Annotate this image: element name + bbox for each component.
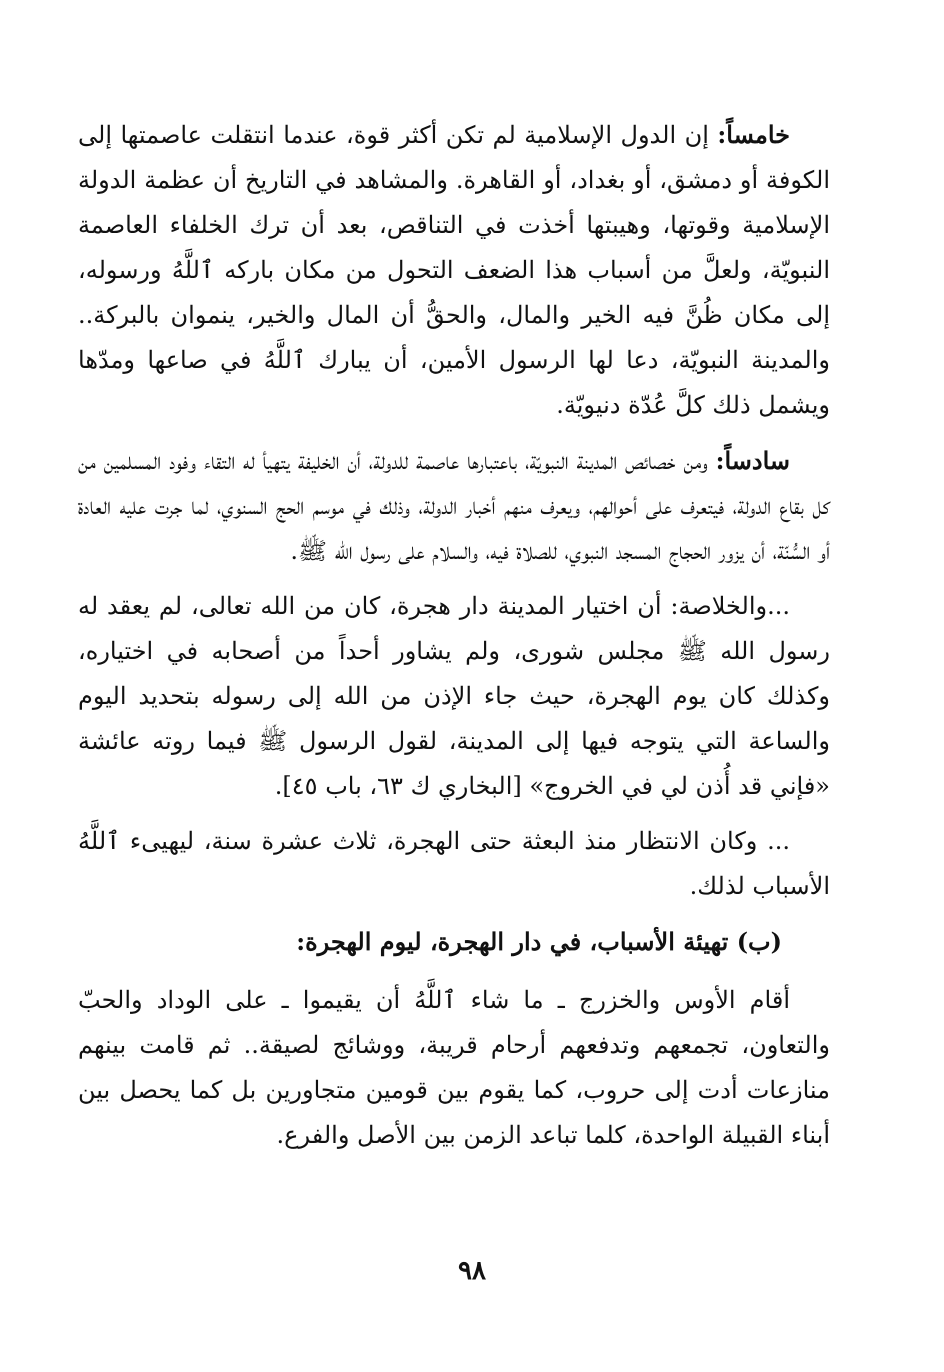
paragraph-sixth bbox=[78, 438, 830, 574]
paragraph-text: أقام الأوس والخزرج ـ ما شاء ٱللَّهُ أن يقيموا ـ على الوداد والحبّ والتعاون، تجمعهم وتدفعهم أرحام قريبة، ووشائج لصيقة.. ثم قامت بينهم منازعات أدت إلى حروب، كما يقوم بين قومين متجاورين بل كما يحصل بين أبناء القبيلة الواحدة، كلما تباعد الزمن بين الأصل والفرع. bbox=[78, 986, 830, 1149]
paragraph-summary bbox=[78, 584, 830, 809]
paragraph-lead: خامساً: bbox=[717, 120, 790, 149]
paragraph-text: ...والخلاصة: أن اختيار المدينة دار هجرة، كان من الله تعالى، لم يعقد له رسول الله ﷺ مجلس شورى، ولم يشاور أحداً من أصحابه في اختياره، وكذلك كان يوم الهجرة، حيث جاء الإذن من الله إلى رسوله بتحديد اليوم والساعة التي يتوجه فيها إلى المدينة، لقول الرسول ﷺ فيما روته عائشة «فإني قد أُذن لي في الخروج» [البخاري ك ٦٣، باب ٤٥]. bbox=[78, 592, 830, 800]
section-heading: (ب) تهيئة الأسباب، في دار الهجرة، ليوم الهجرة: bbox=[296, 927, 782, 956]
page-number: ٩٨ bbox=[458, 1256, 486, 1286]
paragraph-text: ... وكان الانتظار منذ البعثة حتى الهجرة، ثلاث عشرة سنة، ليهيىء ٱللَّهُ الأسباب لذلك. bbox=[78, 827, 830, 900]
paragraph-text: إن الدول الإسلامية لم تكن أكثر قوة، عندما انتقلت عاصمتها إلى الكوفة أو دمشق، أو بغداد، أو القاهرة. والمشاهد في التاريخ أن عظمة الدولة الإسلامية وقوتها، وهيبتها أخذت في التناقص، بعد أن ترك الخلفاء العاصمة النبويّة، ولعلَّ من أسباب هذا الضعف التحول من مكان باركه ٱللَّهُ ورسوله، إلى مكان ظُنَّ فيه الخير والمال، والحقُّ أن المال والخير، ينموان بالبركة.. والمدينة النبويّة، دعا لها الرسول الأمين، أن يبارك ٱللَّهُ في صاعها ومدّها ويشمل ذلك كلَّ عُدّة دنيويّة. bbox=[78, 121, 830, 419]
paragraph-text: ومن خصائص المدينة النبويّة، باعتبارها عاصمة للدولة، أن الخليفة يتهيأ له التقاء وفود المسلمين من كل بقاع الدولة، فيتعرف على أحوالهم، ويعرف منهم أخبار الدولة، وذلك في موسم الحج السنوي، لما جرت عليه العادة أو السُّنّة، أن يزور الحجاج المسجد النبوي، للصلاة فيه، والسلام على رسول الله ﷺ. bbox=[78, 447, 830, 565]
paragraph-fifth bbox=[78, 112, 830, 428]
page-body bbox=[78, 112, 830, 1168]
paragraph-lead: سادساً: bbox=[715, 446, 790, 475]
paragraph-aws-khazraj bbox=[78, 978, 830, 1158]
paragraph-waiting bbox=[78, 819, 830, 909]
